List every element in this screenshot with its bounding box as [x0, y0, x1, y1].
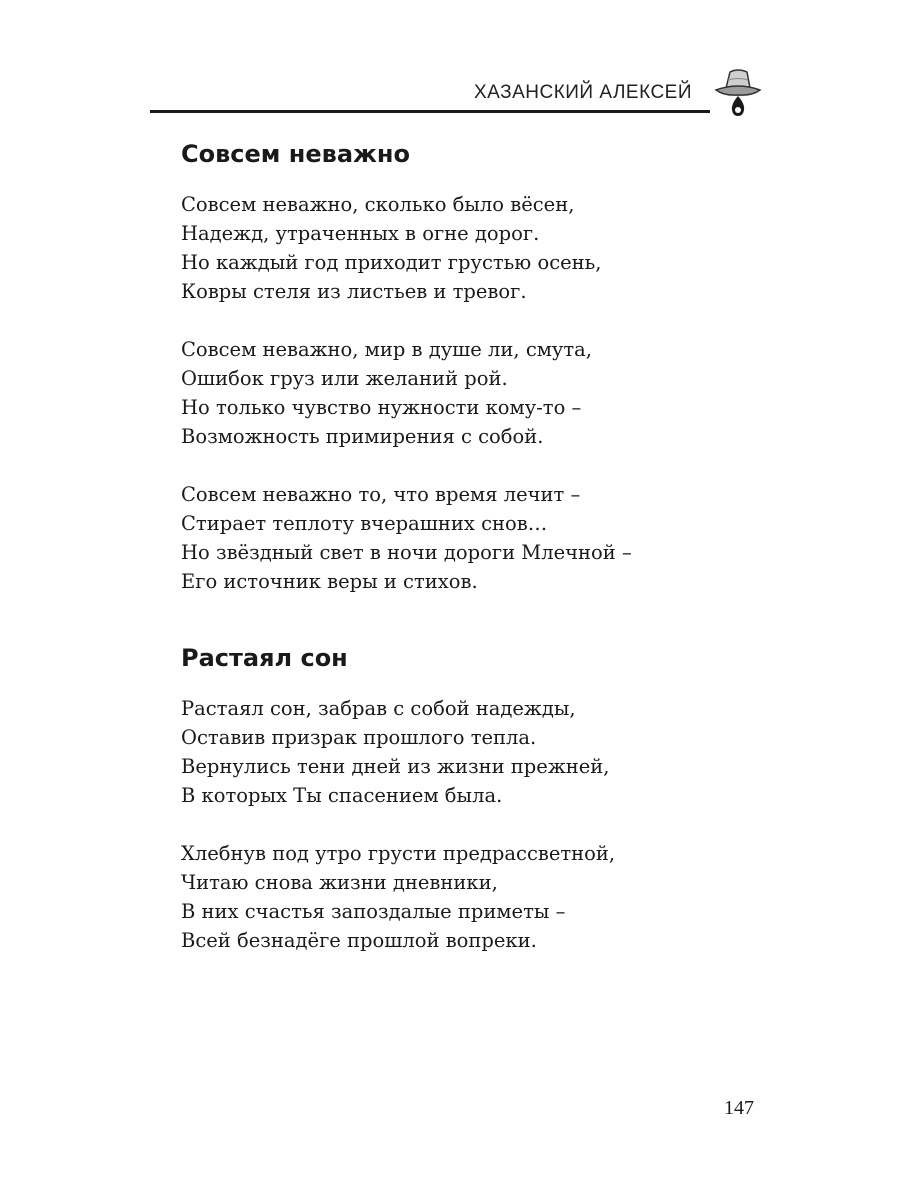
- poem-line: Надежд, утраченных в огне дорог.: [181, 222, 540, 245]
- stanza: [181, 839, 741, 955]
- poem-line: Ошибок груз или желаний рой.: [181, 367, 508, 390]
- stanza: [181, 480, 741, 596]
- poem-title: Совсем неважно: [181, 140, 410, 168]
- poem-line: Но каждый год приходит грустью осень,: [181, 251, 602, 274]
- poem-line: Ковры стеля из листьев и тревог.: [181, 280, 527, 303]
- poem-line: Хлебнув под утро грусти предрассветной,: [181, 842, 616, 865]
- poem-line: Оставив призрак прошлого тепла.: [181, 726, 537, 749]
- poem-line: Но только чувство нужности кому-то –: [181, 396, 582, 419]
- poem-line: Совсем неважно, сколько было вёсен,: [181, 193, 575, 216]
- bucket-hat-icon: [712, 66, 762, 120]
- poem-sovsem-nevazhno: [181, 136, 741, 596]
- poem-title: Растаял сон: [181, 644, 348, 672]
- page-content: [181, 136, 741, 955]
- poem-line: Совсем неважно, мир в душе ли, смута,: [181, 338, 593, 361]
- poem-line: Читаю снова жизни дневники,: [181, 871, 498, 894]
- poem-line: Совсем неважно то, что время лечит –: [181, 483, 581, 506]
- stanza: [181, 694, 741, 810]
- poem-line: Вернулись тени дней из жизни прежней,: [181, 755, 610, 778]
- header-rule: [150, 110, 710, 113]
- poem-line: Его источник веры и стихов.: [181, 570, 478, 593]
- stanza: [181, 190, 741, 306]
- poem-line: Но звёздный свет в ночи дороги Млечной –: [181, 541, 632, 564]
- poem-line: В них счастья запоздалые приметы –: [181, 900, 566, 923]
- poem-rastayal-son: [181, 640, 741, 955]
- header-author: ХАЗАНСКИЙ АЛЕКСЕЙ: [473, 82, 692, 103]
- poem-line: Всей безнадёге прошлой вопреки.: [181, 929, 537, 952]
- poem-line: Возможность примирения с собой.: [181, 425, 544, 448]
- page-number: 147: [724, 1097, 754, 1119]
- stanza: [181, 335, 741, 451]
- poem-line: В которых Ты спасением была.: [181, 784, 503, 807]
- poem-line: Стирает теплоту вчерашних снов…: [181, 512, 548, 535]
- poem-line: Растаял сон, забрав с собой надежды,: [181, 697, 576, 720]
